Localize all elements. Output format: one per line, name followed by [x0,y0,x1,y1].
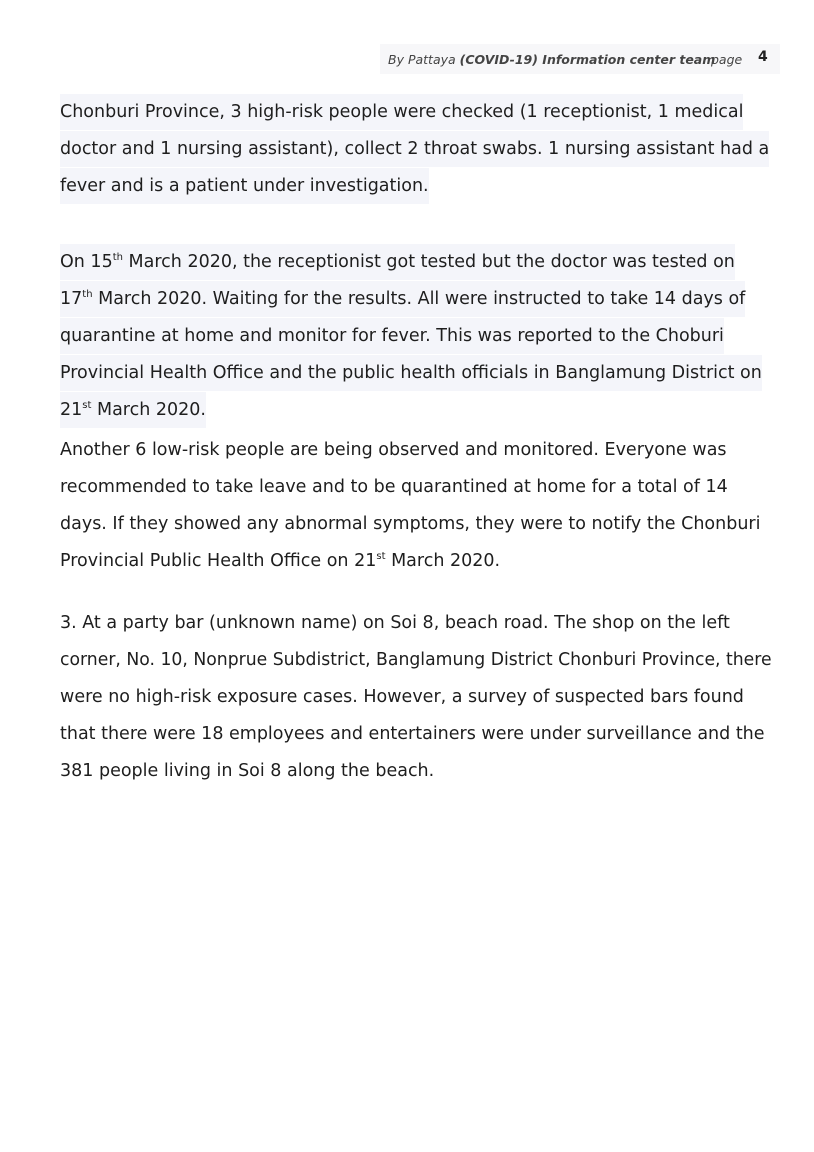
text-line: that there were 18 employees and entertainers were under surveillance and the [60,724,765,744]
text-line: doctor and 1 nursing assistant), collect 2 throat swabs. 1 nursing assistant had a [60,131,769,167]
text-line: recommended to take leave and to be quarantined at home for a total of 14 [60,477,728,497]
text-line: 381 people living in Soi 8 along the beach. [60,761,435,781]
text-line: On 15th March 2020, the receptionist got tested but the doctor was tested on [60,244,735,280]
header-page-label: page [711,52,743,67]
text-line: quarantine at home and monitor for fever. This was reported to the Choburi [60,318,724,354]
text-line: Provincial Public Health Office on 21st March 2020. [60,551,501,571]
text-line: 17th March 2020. Waiting for the results. All were instructed to take 14 days of [60,281,745,317]
header-team: By Pattaya (COVID-19) Information center team [388,52,716,67]
text-line: 3. At a party bar (unknown name) on Soi 8, beach road. The shop on the left [60,613,730,633]
text-line: Chonburi Province, 3 high-risk people were checked (1 receptionist, 1 medical [60,94,743,130]
text-line: 21st March 2020. [60,392,206,428]
text-line: corner, No. 10, Nonprue Subdistrict, Banglamung District Chonburi Province, there [60,650,772,670]
text-line: fever and is a patient under investigation. [60,168,429,204]
text-line: Another 6 low-risk people are being observed and monitored. Everyone was [60,440,727,460]
text-line: days. If they showed any abnormal symptoms, they were to notify the Chonburi [60,514,761,534]
text-line: Provincial Health Office and the public health officials in Banglamung District on [60,355,762,391]
header-page-number: 4 [758,49,768,65]
text-line: were no high-risk exposure cases. However, a survey of suspected bars found [60,687,744,707]
page-header [380,44,780,74]
